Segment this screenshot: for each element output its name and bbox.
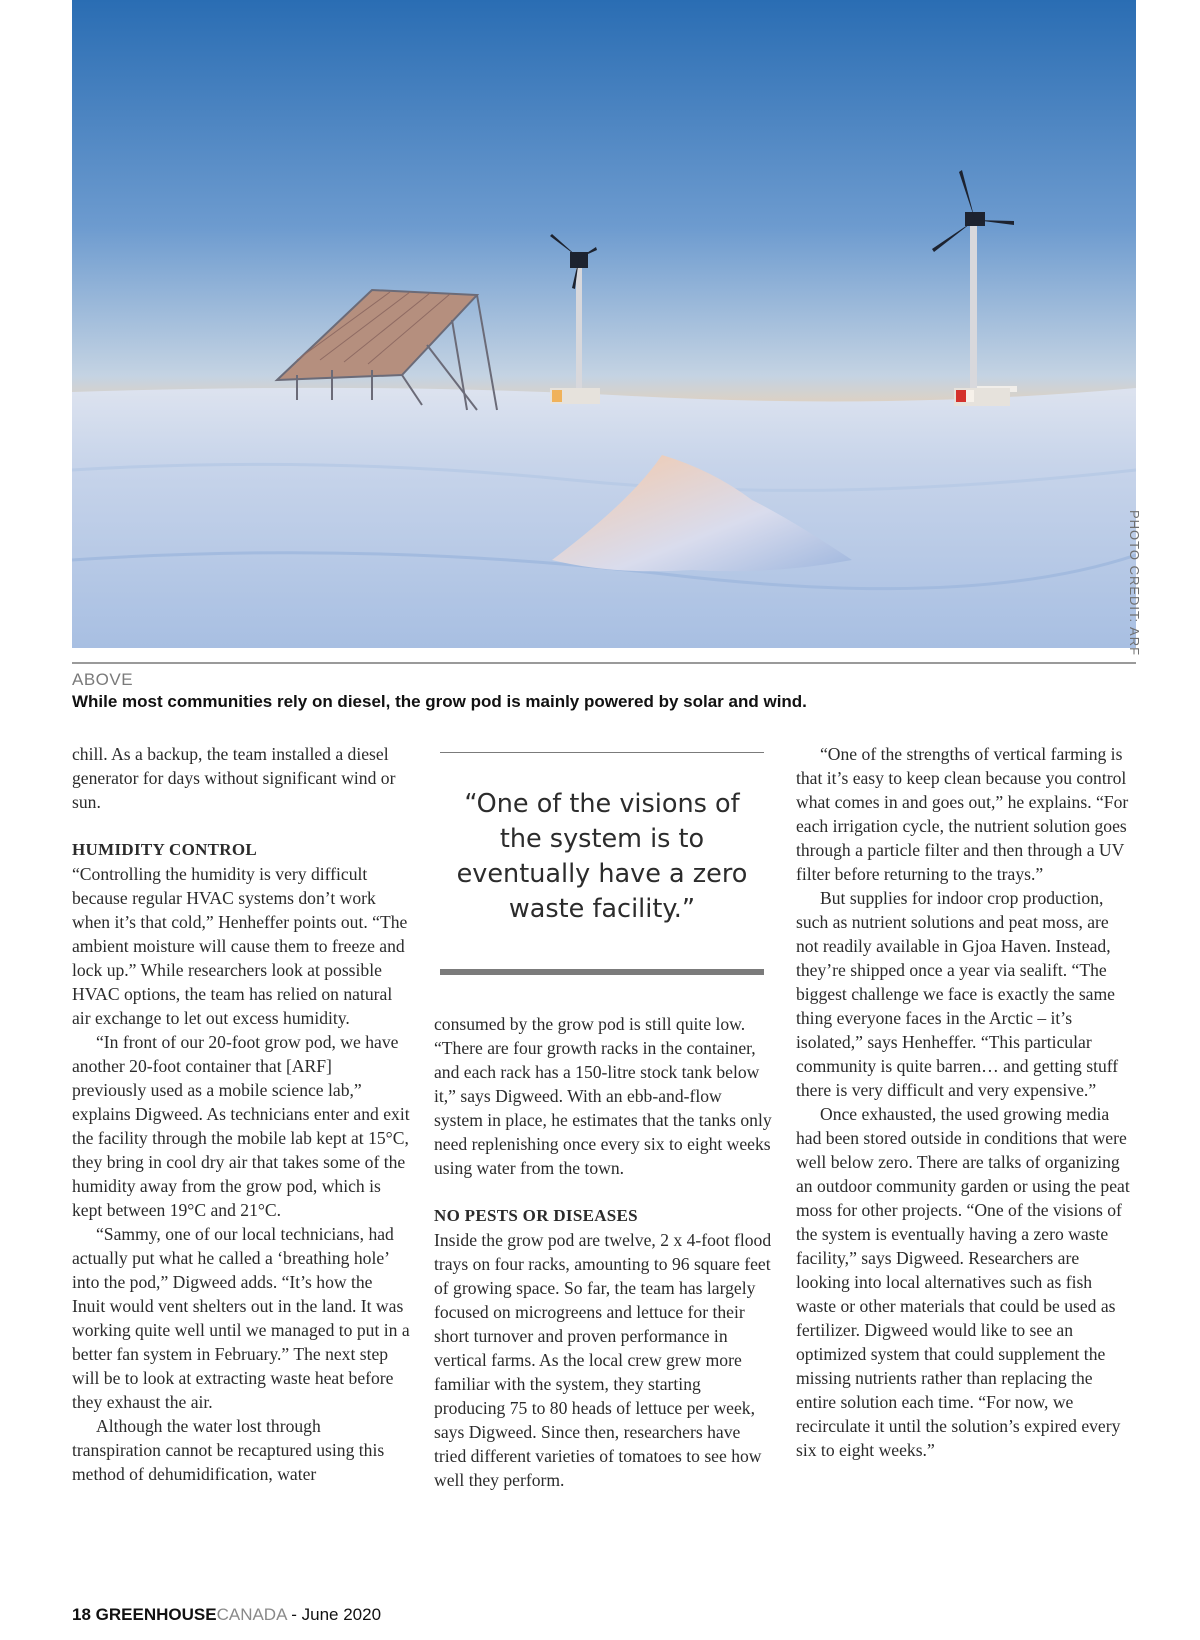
paragraph: Once exhausted, the used growing media had been stored outside in conditions that were well below zero. There are talks of organizing an outdoor community garden or using the peat moss for other projects. “One of the visions of the system is eventually having a zero waste facility,” says Digweed. Researchers are looking into local alternatives such as fish waste or other materials that could be used as fertilizer. Digweed would like to see an optimized system that could supplement the missing nutrients rather than replacing the entire solution each time. “For now, we recirculate it until the solution’s expired every six to eight weeks.” (796, 1104, 1130, 1460)
paragraph: consumed by the grow pod is still quite low. “There are four growth racks in the container, and each rack has a 150-litre stock tank below it,” says Digweed. With an ebb-and-flow system in place, he estimates that the tanks only need replenishing once every six to eight weeks using water from the town. (434, 1014, 772, 1178)
article-column-2 (434, 1012, 772, 1492)
pull-quote-top-rule (440, 752, 764, 753)
section-heading: HUMIDITY CONTROL (72, 840, 258, 859)
caption-divider (72, 662, 1136, 664)
arctic-landscape-image (72, 0, 1136, 648)
magazine-name: GREENHOUSE (95, 1605, 217, 1624)
pull-quote-text: “One of the visions of the system is to eventually have a zero waste facility.” (456, 789, 748, 924)
article-column-1 (72, 742, 410, 1486)
photo-credit: PHOTO CREDIT: ARF (1127, 510, 1142, 657)
magazine-name-secondary: CANADA (216, 1605, 287, 1624)
paragraph: “In front of our 20-foot grow pod, we have another 20-foot container that [ARF] previously used as a mobile science lab,” explains Digweed. As technicians enter and exit the facility through the mobile lab kept at 15°C, they bring in cool dry air that takes some of the humidity away from the grow pod, which is kept between 19°C and 21°C. (72, 1032, 410, 1220)
hero-photo (72, 0, 1136, 648)
article-column-3 (796, 742, 1134, 1462)
issue-date: - June 2020 (291, 1605, 382, 1624)
paragraph: chill. As a backup, the team installed a diesel generator for days without significant wind or sun. (72, 744, 396, 812)
pull-quote (440, 752, 764, 975)
page-footer (72, 1605, 381, 1625)
paragraph: “Sammy, one of our local technicians, had actually put what he called a ‘breathing hole’ into the pod,” Digweed adds. “It’s how the Inuit would vent shelters out in the land. It was working quite well until we managed to put in a better fan system in February.” The next step will be to look at extracting waste heat before they exhaust the air. (72, 1224, 410, 1412)
paragraph: But supplies for indoor crop production, such as nutrient solutions and peat moss, are not readily available in Gjoa Haven. Instead, they’re shipped once a year via sealift. “The biggest challenge we face is exactly the same thing everyone faces in the Arctic – it’s isolated,” says Henheffer. “This particular community is quite barren… and getting stuff there is very difficult and very expensive.” (796, 888, 1119, 1100)
section-heading: NO PESTS OR DISEASES (434, 1206, 638, 1225)
paragraph: “Controlling the humidity is very difficult because regular HVAC systems don’t work when it’s that cold,” Henheffer points out. “The ambient moisture will cause them to freeze and lock up.” While researchers look at possible HVAC options, the team has relied on natural air exchange to let out excess humidity. (72, 864, 408, 1028)
paragraph: Although the water lost through transpiration cannot be recaptured using this method of dehumidification, water (72, 1416, 385, 1484)
page-number: 18 (72, 1605, 91, 1624)
paragraph: “One of the strengths of vertical farming is that it’s easy to keep clean because you control what comes in and goes out,” he explains. “For each irrigation cycle, the nutrient solution goes through a particle filter and then through a UV filter before returning to the trays.” (796, 744, 1129, 884)
caption-text: While most communities rely on diesel, the grow pod is mainly powered by solar and wind. (72, 692, 807, 711)
pull-quote-bottom-rule (440, 969, 764, 975)
caption-label: ABOVE (72, 670, 134, 689)
paragraph: Inside the grow pod are twelve, 2 x 4-foot flood trays on four racks, amounting to 96 square feet of growing space. So far, the team has largely focused on microgreens and lettuce for their short turnover and proven performance in vertical farms. As the local crew grew more familiar with the system, they starting producing 75 to 80 heads of lettuce per week, says Digweed. Since then, researchers have tried different varieties of tomatoes to see how well they perform. (434, 1230, 772, 1490)
